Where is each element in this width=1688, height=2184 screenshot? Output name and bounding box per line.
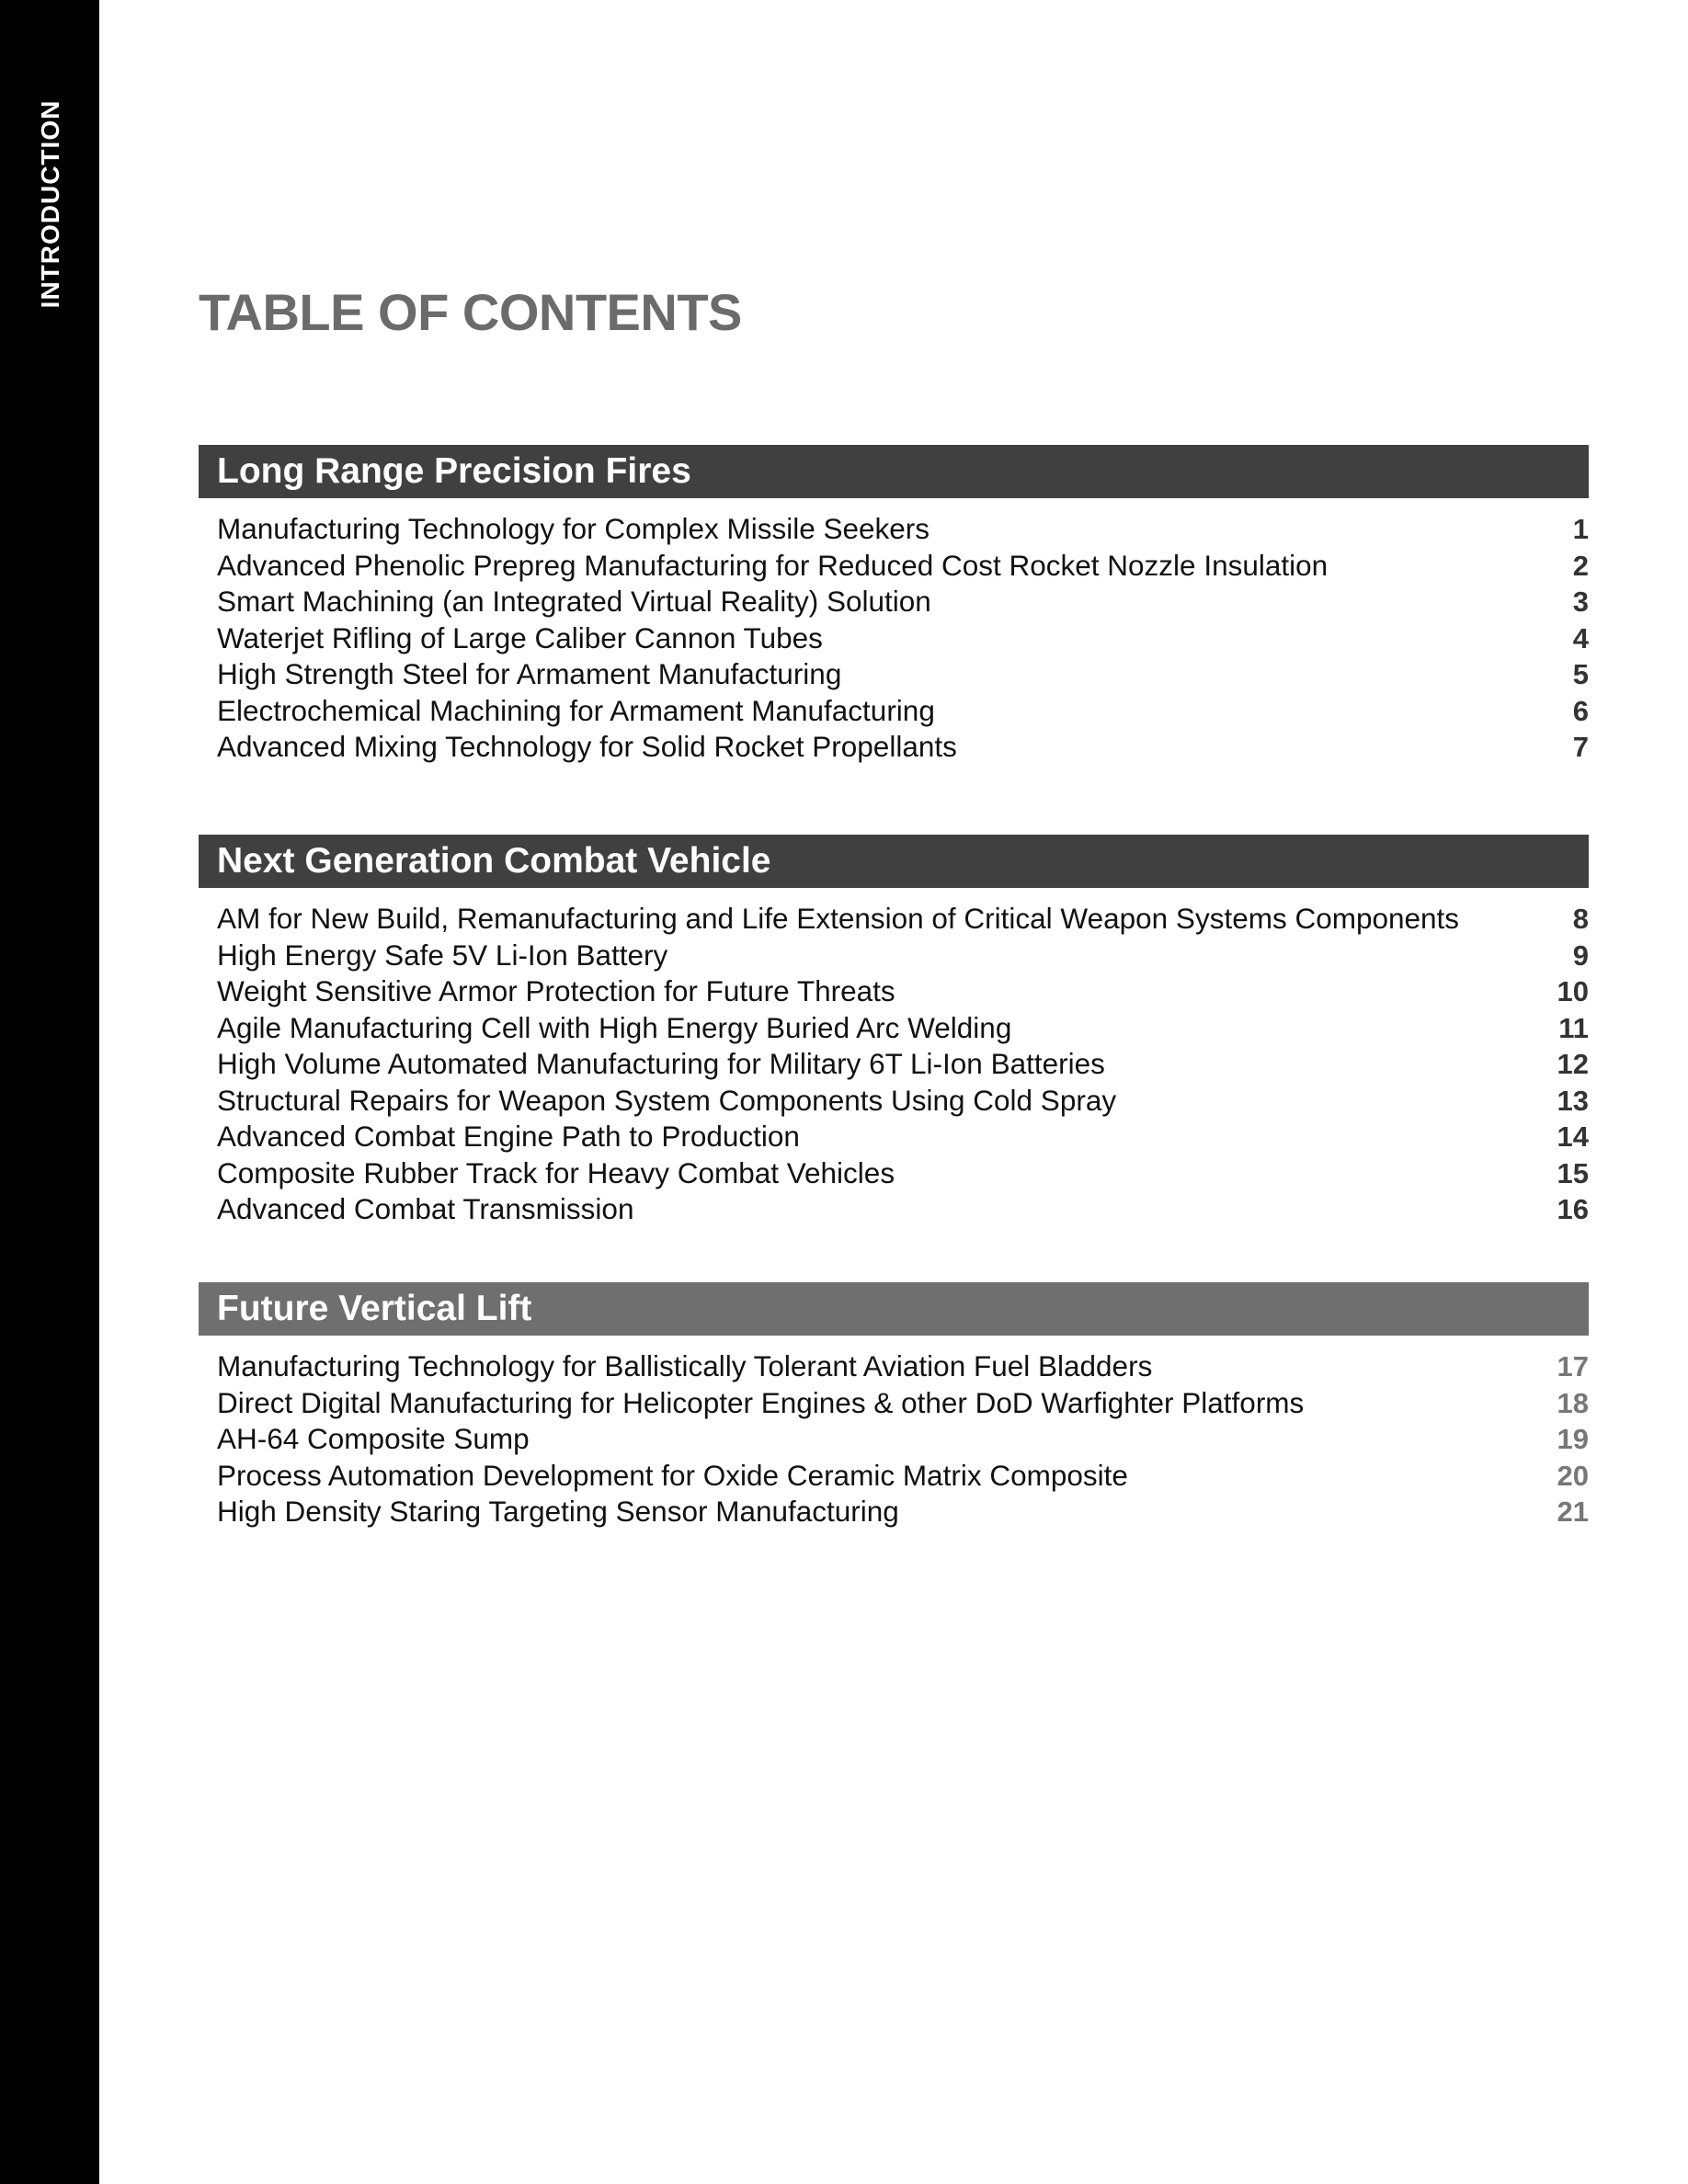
toc-entry-title: Agile Manufacturing Cell with High Energy Buried Arc Welding <box>217 1010 1012 1044</box>
toc-entry-page: 9 <box>1572 938 1589 972</box>
sidebar <box>0 0 99 2184</box>
toc-entry-title: Smart Machining (an Integrated Virtual Reality) Solution <box>217 585 931 618</box>
toc-entry-title: High Energy Safe 5V Li-Ion Battery <box>217 938 668 972</box>
toc-entry-page: 7 <box>1572 731 1589 763</box>
section-heading: Long Range Precision Fires <box>199 445 1589 498</box>
toc-entry[interactable] <box>199 1458 1589 1495</box>
section-heading: Next Generation Combat Vehicle <box>199 835 1589 888</box>
section-heading: Future Vertical Lift <box>199 1282 1589 1336</box>
toc-entry-page: 19 <box>1557 1423 1589 1455</box>
toc-entry-page: 1 <box>1572 513 1589 545</box>
toc-entry[interactable] <box>199 548 1589 585</box>
toc-entry-title: Electrochemical Machining for Armament Manufacturing <box>217 693 935 727</box>
toc-entry-title: Direct Digital Manufacturing for Helicopter Engines & other DoD Warfighter Platforms <box>217 1385 1305 1419</box>
toc-entry-title: Manufacturing Technology for Ballistically Tolerant Aviation Fuel Bladders <box>217 1349 1153 1382</box>
toc-entry-title: Weight Sensitive Armor Protection for Future Threats <box>217 974 895 1007</box>
toc-entry-title: Advanced Phenolic Prepreg Manufacturing for Reduced Cost Rocket Nozzle Insulation <box>217 548 1329 582</box>
toc-entry-list <box>199 511 1589 766</box>
toc-entry[interactable] <box>199 1083 1589 1120</box>
toc-entry[interactable] <box>199 1119 1589 1155</box>
toc-entry-title: Manufacturing Technology for Complex Missile Seekers <box>217 512 930 545</box>
toc-entry-page: 21 <box>1557 1496 1589 1528</box>
toc-entry-page: 18 <box>1557 1386 1589 1419</box>
toc-entry-title: Advanced Combat Transmission <box>217 1192 634 1225</box>
toc-entry-title: Advanced Mixing Technology for Solid Rocket Propellants <box>217 730 957 763</box>
toc-entry[interactable] <box>199 938 1589 974</box>
toc-entry-page: 15 <box>1557 1156 1589 1189</box>
toc-entry-page: 12 <box>1557 1048 1589 1080</box>
toc-entry[interactable] <box>199 973 1589 1010</box>
toc-entry-page: 20 <box>1557 1459 1589 1492</box>
toc-entry[interactable] <box>199 729 1589 766</box>
toc-entry-title: Advanced Combat Engine Path to Production <box>217 1120 800 1153</box>
toc-entry-page: 17 <box>1557 1350 1589 1382</box>
toc-entry-page: 3 <box>1572 586 1589 618</box>
toc-entry-page: 11 <box>1558 1011 1589 1044</box>
toc-entry[interactable] <box>199 1385 1589 1422</box>
toc-entry[interactable] <box>199 620 1589 657</box>
toc-entry-page: 4 <box>1572 621 1589 654</box>
toc-entry[interactable] <box>199 901 1589 938</box>
toc-entry[interactable] <box>199 511 1589 548</box>
toc-entry-page: 10 <box>1557 975 1589 1007</box>
toc-entry-page: 14 <box>1557 1120 1589 1153</box>
toc-entry[interactable] <box>199 656 1589 693</box>
toc-entry-title: Process Automation Development for Oxide Ceramic Matrix Composite <box>217 1458 1128 1492</box>
toc-entry-title: Waterjet Rifling of Large Caliber Cannon Tubes <box>217 620 823 654</box>
toc-entry[interactable] <box>199 1421 1589 1458</box>
toc-section-next-generation-combat-vehicle <box>199 835 1589 1228</box>
toc-entry-page: 16 <box>1557 1193 1589 1225</box>
toc-section-future-vertical-lift <box>199 1282 1589 1530</box>
toc-entry[interactable] <box>199 1046 1589 1083</box>
toc-entry[interactable] <box>199 584 1589 620</box>
toc-entry-page: 2 <box>1572 549 1589 582</box>
toc-entry-title: AM for New Build, Remanufacturing and Life Extension of Critical Weapon Systems Components <box>217 902 1460 935</box>
toc-entry-page: 13 <box>1557 1084 1589 1117</box>
toc-entry[interactable] <box>199 1155 1589 1192</box>
toc-entry-list <box>199 901 1589 1228</box>
toc-entry-page: 6 <box>1572 694 1589 727</box>
toc-entry-title: High Strength Steel for Armament Manufacturing <box>217 657 842 690</box>
toc-entry-list <box>199 1348 1589 1530</box>
toc-entry-title: Structural Repairs for Weapon System Components Using Cold Spray <box>217 1083 1117 1117</box>
toc-section-long-range-precision-fires <box>199 445 1589 766</box>
toc-entry[interactable] <box>199 1494 1589 1530</box>
sidebar-section-label: INTRODUCTION <box>36 99 64 309</box>
page-title: TABLE OF CONTENTS <box>199 283 742 341</box>
toc-entry[interactable] <box>199 1191 1589 1228</box>
toc-entry-title: High Density Staring Targeting Sensor Manufacturing <box>217 1495 899 1528</box>
toc-entry-title: AH-64 Composite Sump <box>217 1422 530 1455</box>
toc-entry[interactable] <box>199 1010 1589 1047</box>
toc-entry-page: 5 <box>1572 658 1589 690</box>
toc-entry-page: 8 <box>1572 903 1589 935</box>
toc-entry[interactable] <box>199 693 1589 730</box>
toc-entry-title: High Volume Automated Manufacturing for Military 6T Li-Ion Batteries <box>217 1047 1105 1080</box>
toc-entry[interactable] <box>199 1348 1589 1385</box>
toc-entry-title: Composite Rubber Track for Heavy Combat Vehicles <box>217 1155 895 1189</box>
